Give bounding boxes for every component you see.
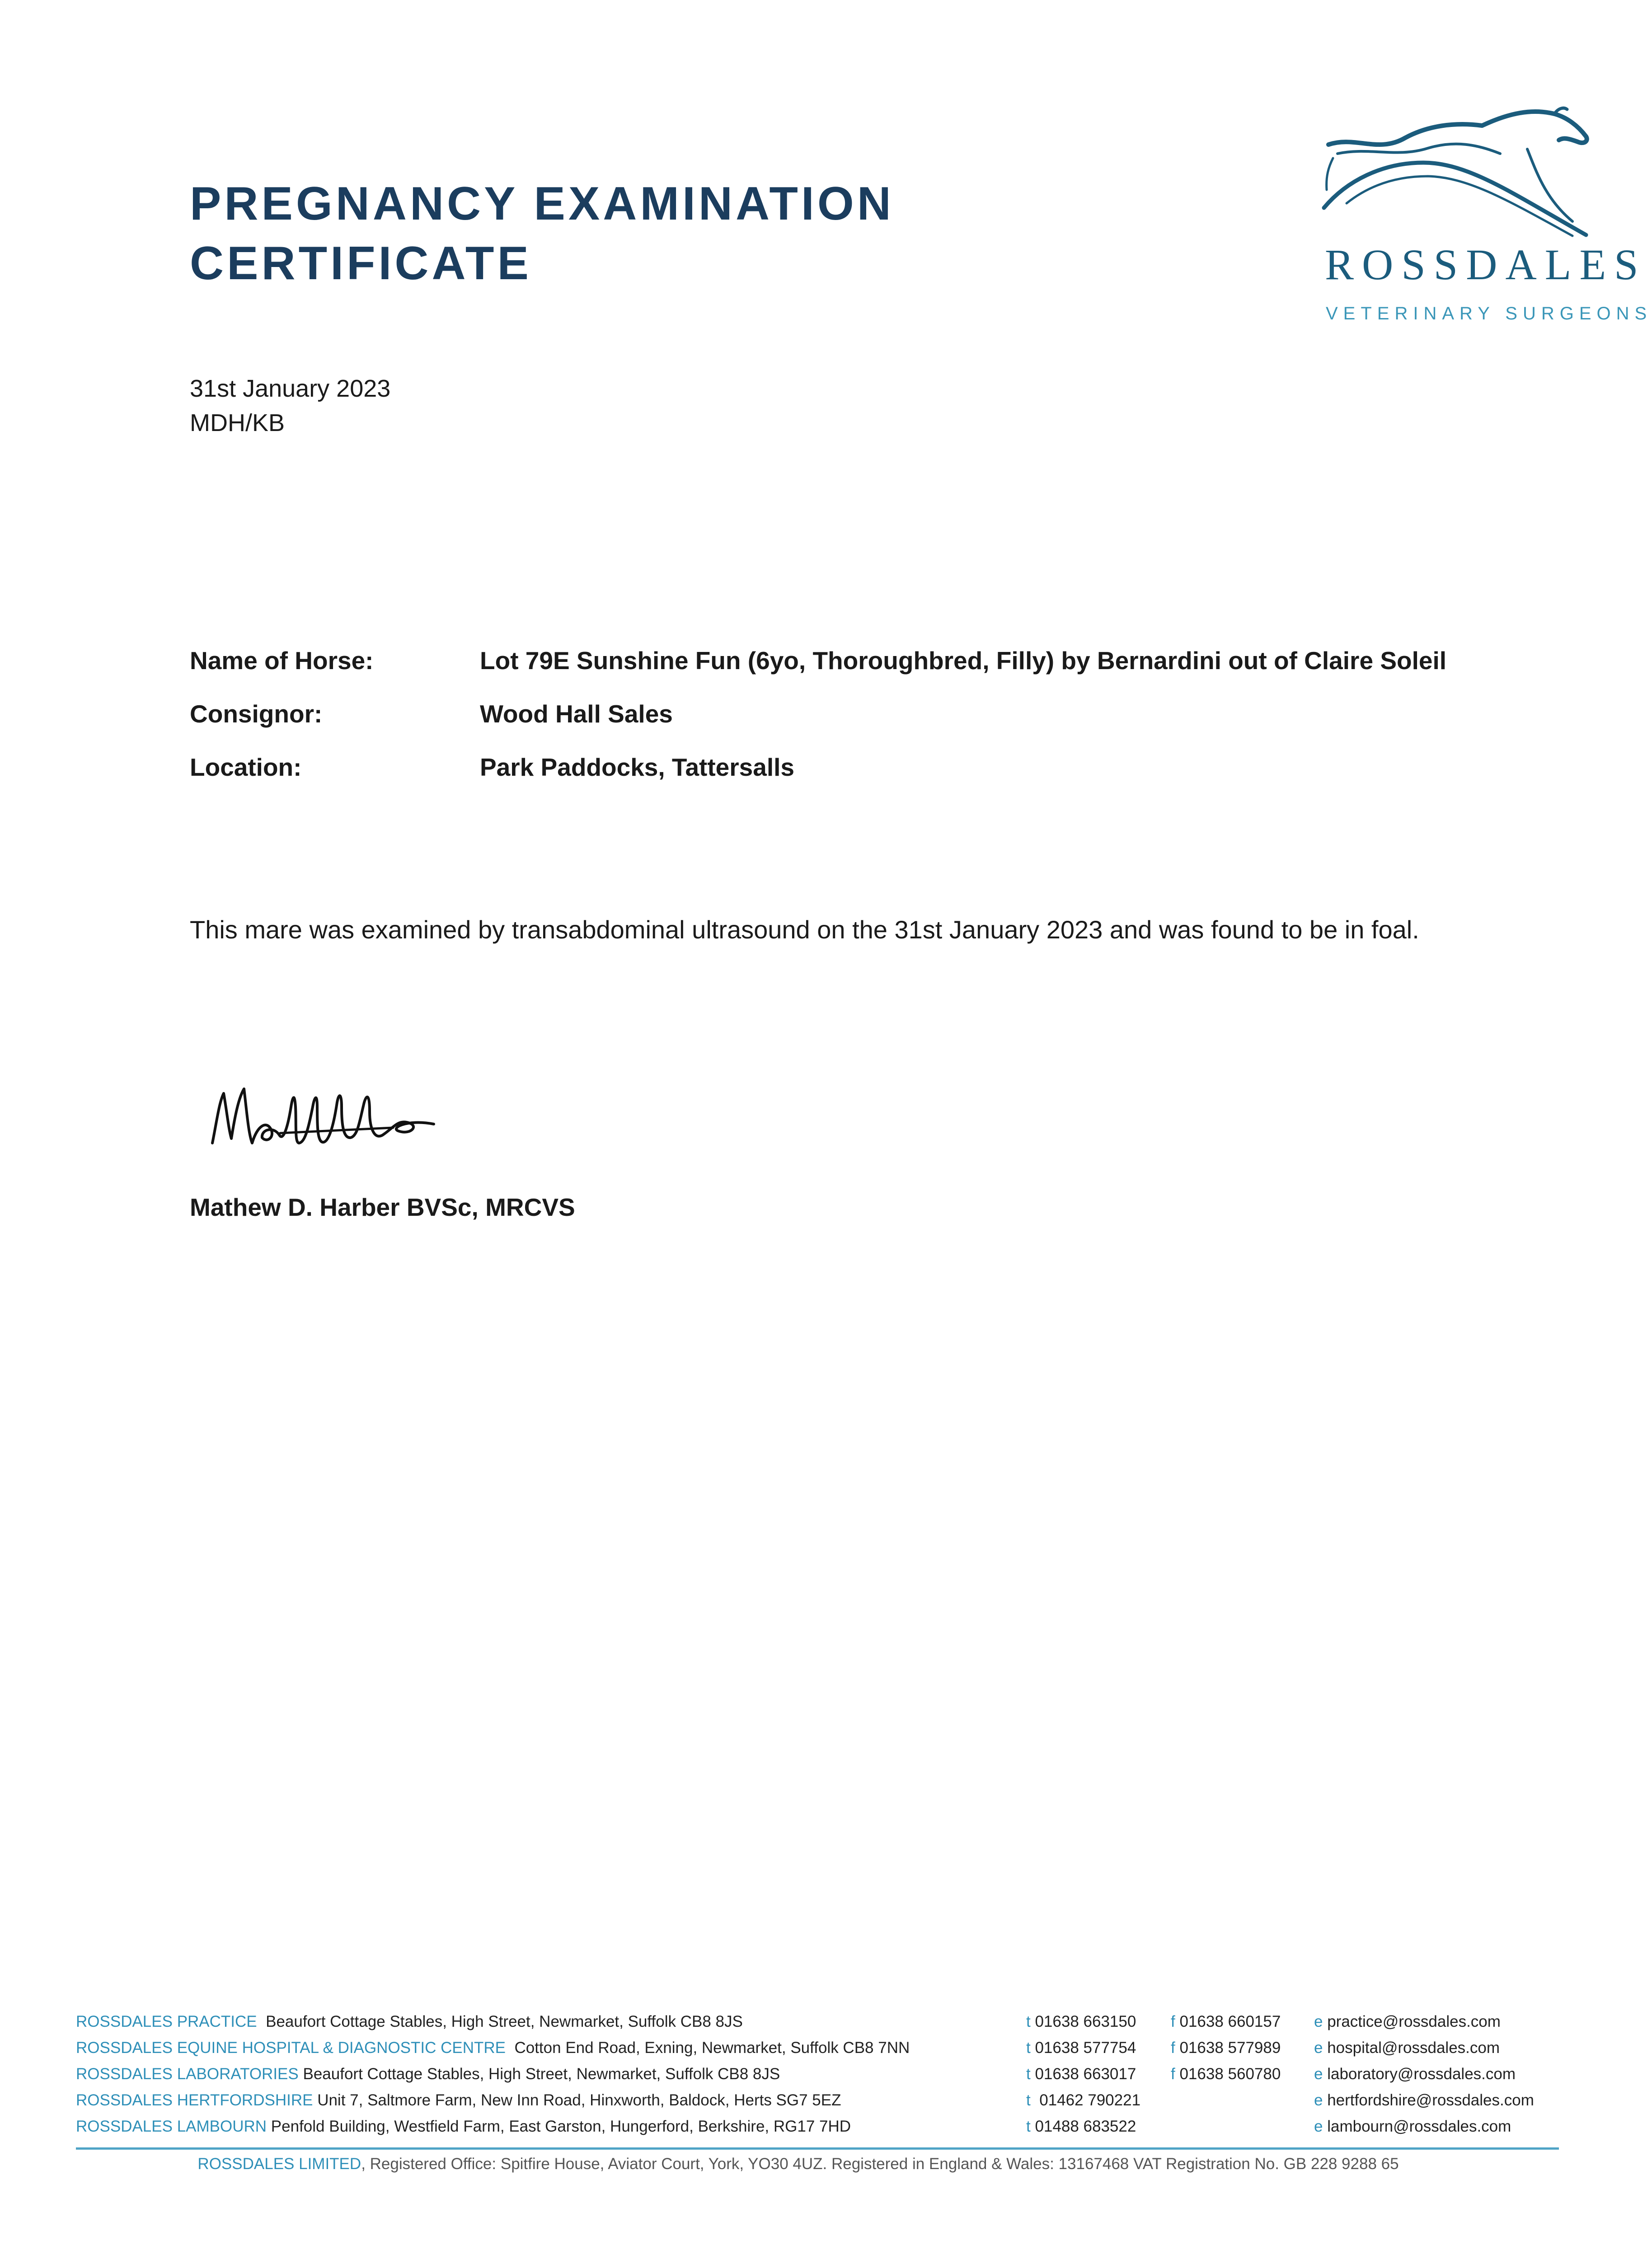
footer-office-row [76, 2091, 1559, 2118]
galloping-horse-icon [1319, 104, 1596, 239]
logo-wordmark: ROSSDALES [1325, 240, 1647, 289]
rossdales-logo [1319, 104, 1652, 339]
detail-value: Park Paddocks, Tattersalls [480, 753, 794, 781]
fax-prefix: f [1171, 2039, 1175, 2057]
office-name: ROSSDALES PRACTICE [76, 2013, 257, 2030]
certificate-title [190, 174, 894, 293]
detail-value: Lot 79E Sunshine Fun (6yo, Thoroughbred, Filly) by Bernardini out of Claire Soleil [480, 647, 1447, 675]
office-tel: 01638 663017 [1035, 2065, 1136, 2083]
office-address: Cotton End Road, Exning, Newmarket, Suffolk CB8 7NN [514, 2039, 910, 2057]
registration-text: , Registered Office: Spitfire House, Aviator Court, York, YO30 4UZ. Registered in England & Wales: 13167468 VAT Registration No. GB 228 9288 65 [361, 2155, 1399, 2173]
office-fax: 01638 577989 [1179, 2039, 1281, 2057]
office-address: Unit 7, Saltmore Farm, New Inn Road, Hinxworth, Baldock, Herts SG7 5EZ [317, 2091, 841, 2109]
office-email[interactable]: laboratory@rossdales.com [1327, 2065, 1516, 2083]
office-address: Beaufort Cottage Stables, High Street, Newmarket, Suffolk CB8 8JS [266, 2013, 743, 2030]
office-name: ROSSDALES EQUINE HOSPITAL & DIAGNOSTIC CENTRE [76, 2039, 506, 2057]
tel-prefix: t [1026, 2039, 1031, 2057]
office-name: ROSSDALES LAMBOURN [76, 2118, 267, 2135]
office-email[interactable]: hospital@rossdales.com [1327, 2039, 1500, 2057]
fax-prefix: f [1171, 2013, 1175, 2030]
registration-line [0, 2155, 1596, 2173]
tel-prefix: t [1026, 2091, 1031, 2109]
office-name: ROSSDALES HERTFORDSHIRE [76, 2091, 313, 2109]
detail-label: Location: [190, 753, 302, 781]
letter-meta [190, 371, 390, 440]
reference-code: MDH/KB [190, 409, 285, 436]
email-prefix: e [1314, 2091, 1323, 2109]
tel-prefix: t [1026, 2118, 1031, 2135]
email-prefix: e [1314, 2065, 1323, 2083]
footer-divider [76, 2147, 1559, 2150]
office-tel: 01462 790221 [1039, 2091, 1141, 2109]
company-name: ROSSDALES LIMITED [197, 2155, 361, 2173]
title-line-1: PREGNANCY EXAMINATION [190, 178, 894, 230]
certificate-date: 31st January 2023 [190, 375, 391, 402]
detail-label: Consignor: [190, 700, 323, 728]
examination-statement: This mare was examined by transabdominal ultrasound on the 31st January 2023 and was found to be in foal. [190, 915, 1419, 944]
tel-prefix: t [1026, 2065, 1031, 2083]
footer-office-row [76, 2065, 1559, 2091]
email-prefix: e [1314, 2013, 1323, 2030]
email-prefix: e [1314, 2118, 1323, 2135]
footer-office-row [76, 2118, 1559, 2144]
office-fax: 01638 560780 [1179, 2065, 1281, 2083]
office-address: Penfold Building, Westfield Farm, East Garston, Hungerford, Berkshire, RG17 7HD [271, 2118, 851, 2135]
office-email[interactable]: practice@rossdales.com [1327, 2013, 1501, 2030]
handwritten-signature [199, 1075, 479, 1159]
footer-contacts [76, 2013, 1559, 2144]
logo-tagline: VETERINARY SURGEONS [1326, 304, 1652, 323]
footer-office-row [76, 2013, 1559, 2039]
office-tel: 01488 683522 [1035, 2118, 1136, 2135]
tel-prefix: t [1026, 2013, 1031, 2030]
office-tel: 01638 663150 [1035, 2013, 1136, 2030]
office-email[interactable]: hertfordshire@rossdales.com [1327, 2091, 1534, 2109]
signatory-name: Mathew D. Harber BVSc, MRCVS [190, 1193, 575, 1221]
detail-value: Wood Hall Sales [480, 700, 673, 728]
office-fax: 01638 660157 [1179, 2013, 1281, 2030]
office-name: ROSSDALES LABORATORIES [76, 2065, 299, 2083]
detail-label: Name of Horse: [190, 647, 374, 675]
office-email[interactable]: lambourn@rossdales.com [1327, 2118, 1511, 2135]
office-address: Beaufort Cottage Stables, High Street, Newmarket, Suffolk CB8 8JS [303, 2065, 780, 2083]
footer-office-row [76, 2039, 1559, 2065]
fax-prefix: f [1171, 2065, 1175, 2083]
title-line-2: CERTIFICATE [190, 237, 532, 290]
email-prefix: e [1314, 2039, 1323, 2057]
office-tel: 01638 577754 [1035, 2039, 1136, 2057]
